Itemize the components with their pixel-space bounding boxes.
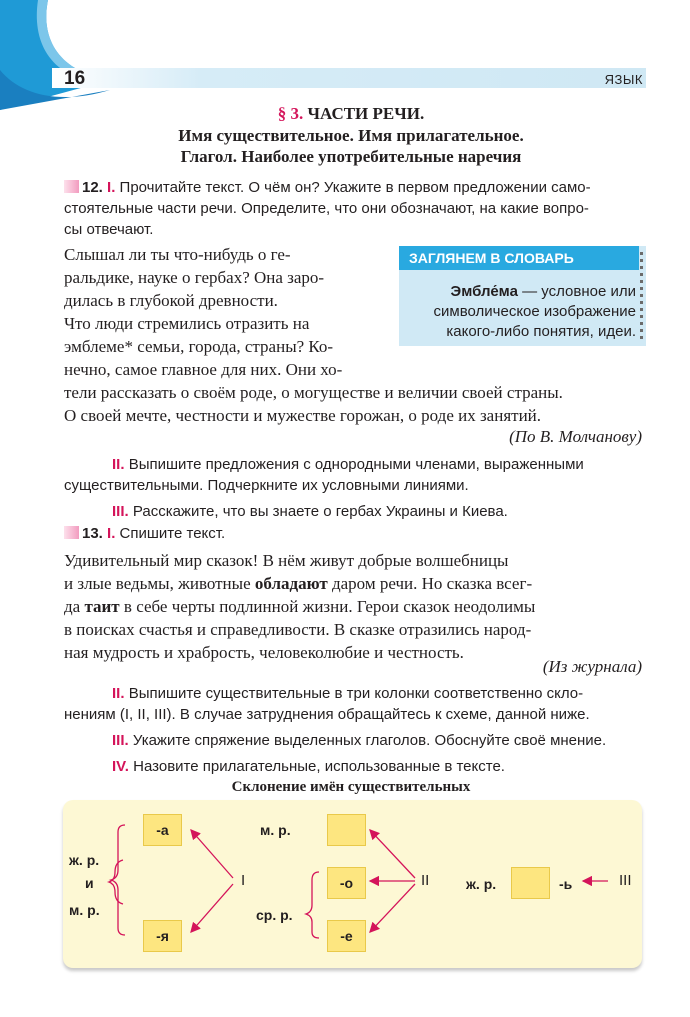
task-text: сы отвечают. (64, 221, 154, 238)
dictionary-def: — условное или (522, 283, 636, 300)
dictionary-def: символическое изображение (433, 303, 636, 320)
dictionary-body (408, 282, 636, 342)
roman-numeral: IV. (112, 758, 129, 775)
text-part: и злые ведьмы, животные (64, 574, 251, 593)
task-text: Укажите спряжение выделенных глаголов. Обоснуйте своё мнение. (132, 732, 607, 749)
text-part: даром речи. Но сказка всег- (331, 574, 533, 593)
brace (109, 860, 123, 904)
roman-numeral: II. (112, 456, 125, 473)
declension-2: II (421, 872, 430, 889)
page-number: 16 (64, 68, 86, 89)
ex12-task-3 (64, 501, 644, 522)
task-text: Выпишите предложения с однородными членами, выраженными (128, 456, 584, 473)
text-part: в себе черты подлинной жизни. Герои сказок неодолимы (123, 597, 536, 616)
section-number: § 3. (277, 104, 304, 123)
ending-box-o: -о (327, 867, 366, 899)
source-citation: (Из журнала) (542, 657, 642, 676)
roman-numeral: I. (107, 179, 116, 196)
text-line: ральдике, науке о гербах? Она заро- (64, 268, 325, 287)
task-text: существительными. Подчеркните их условными линиями. (64, 477, 469, 494)
ex13-task-1 (64, 523, 642, 544)
brace (306, 872, 319, 938)
ex13-task-3 (64, 730, 644, 751)
text-line: О своей мечте, честности и мужестве горожан, о роде их занятий. (64, 406, 542, 425)
label-m-r-2: м. р. (260, 822, 291, 838)
ending-box-empty (327, 814, 366, 846)
text-line: Удивительный мир сказок! В нём живут добрые волшебницы (64, 551, 509, 570)
text-line (64, 572, 642, 595)
highlighted-verb: таит (84, 597, 120, 616)
ex13-number: 13. (82, 525, 103, 542)
title-line-1: ЧАСТИ РЕЧИ. (307, 104, 425, 123)
text-line: дилась в глубокой древности. (64, 291, 278, 310)
task-text: Расскажите, что вы знаете о гербах Украины и Киева. (132, 503, 508, 520)
label-i: и (85, 875, 94, 891)
label-m-r: м. р. (69, 902, 100, 918)
label-sr-r: ср. р. (256, 907, 293, 923)
ex13-task-4 (64, 756, 644, 777)
text-line: эмблеме* семьи, города, страны? Ко- (64, 337, 334, 356)
text-line: Слышал ли ты что-нибудь о ге- (64, 245, 291, 264)
task-text: стоятельные части речи. Определите, что они обозначают, на какие вопро- (64, 200, 589, 217)
corner-decoration (0, 0, 130, 110)
arrow (370, 830, 415, 878)
ex12-task-1 (64, 177, 642, 198)
dictionary-term: Эмбле́ма (450, 283, 518, 300)
highlighted-verb: обладают (254, 574, 328, 593)
roman-numeral: II. (112, 685, 125, 702)
dictionary-def: какого-либо понятия, идеи. (446, 323, 636, 340)
task-text: Назовите прилагательные, использованные в тексте. (133, 758, 505, 775)
title-line-2: Имя существительное. Имя прилагательное. (178, 126, 524, 145)
section-label: ЯЗЫК (604, 72, 643, 87)
text-line: ная мудрость и храбрость, человеколюбие и честность. (64, 643, 464, 662)
text-part: да (64, 597, 81, 616)
task-text: Прочитайте текст. О чём он? Укажите в первом предложении само- (119, 179, 591, 196)
arrow (370, 884, 415, 932)
ending-box-stem (511, 867, 550, 899)
ex12-task-2 (64, 454, 644, 475)
exercise-marker (64, 526, 79, 539)
dictionary-heading: ЗАГЛЯНЕМ В СЛОВАРЬ (399, 246, 639, 270)
header-bar (52, 68, 646, 88)
dotted-line (640, 252, 643, 340)
dictionary-box (399, 246, 646, 346)
ending-box-ya: -я (143, 920, 182, 952)
roman-numeral: I. (107, 525, 116, 542)
text-line: Что люди стремились отразить на (64, 314, 310, 333)
ending-box-e: -е (327, 920, 366, 952)
text-line: в поисках счастья и справедливости. В сказке отразились народ- (64, 620, 532, 639)
roman-numeral: III. (112, 732, 129, 749)
title-line-3: Глагол. Наиболее употребительные наречия (180, 147, 522, 166)
task-text: Выпишите существительные в три колонки соответственно скло- (128, 685, 584, 702)
exercise-marker (64, 180, 79, 193)
declension-scheme (63, 800, 642, 968)
text-line: тели рассказать о своём роде, о могуществе и величии своей страны. (64, 383, 563, 402)
arrow (191, 884, 233, 932)
ending-box-a: -а (143, 814, 182, 846)
label-zh-r: ж. р. (69, 852, 100, 868)
task-text: нениям (I, II, III). В случае затруднения обращайтесь к схеме, данной ниже. (64, 706, 590, 723)
declension-3: III (619, 872, 632, 889)
section-title (60, 103, 642, 124)
label-zh-r-2: ж. р. (466, 876, 497, 892)
text-line: нечно, самое главное для них. Они хо- (64, 360, 343, 379)
roman-numeral: III. (112, 503, 129, 520)
declension-1: I (241, 872, 246, 889)
text-line (64, 595, 642, 618)
scheme-title: Склонение имён существительных (231, 779, 471, 795)
ex13-task-2 (64, 683, 644, 704)
ending-soft-sign: -ь (559, 876, 573, 892)
source-citation: (По В. Молчанову) (509, 427, 642, 446)
ex12-number: 12. (82, 179, 103, 196)
task-text: Спишите текст. (119, 525, 226, 542)
arrow (191, 830, 233, 878)
